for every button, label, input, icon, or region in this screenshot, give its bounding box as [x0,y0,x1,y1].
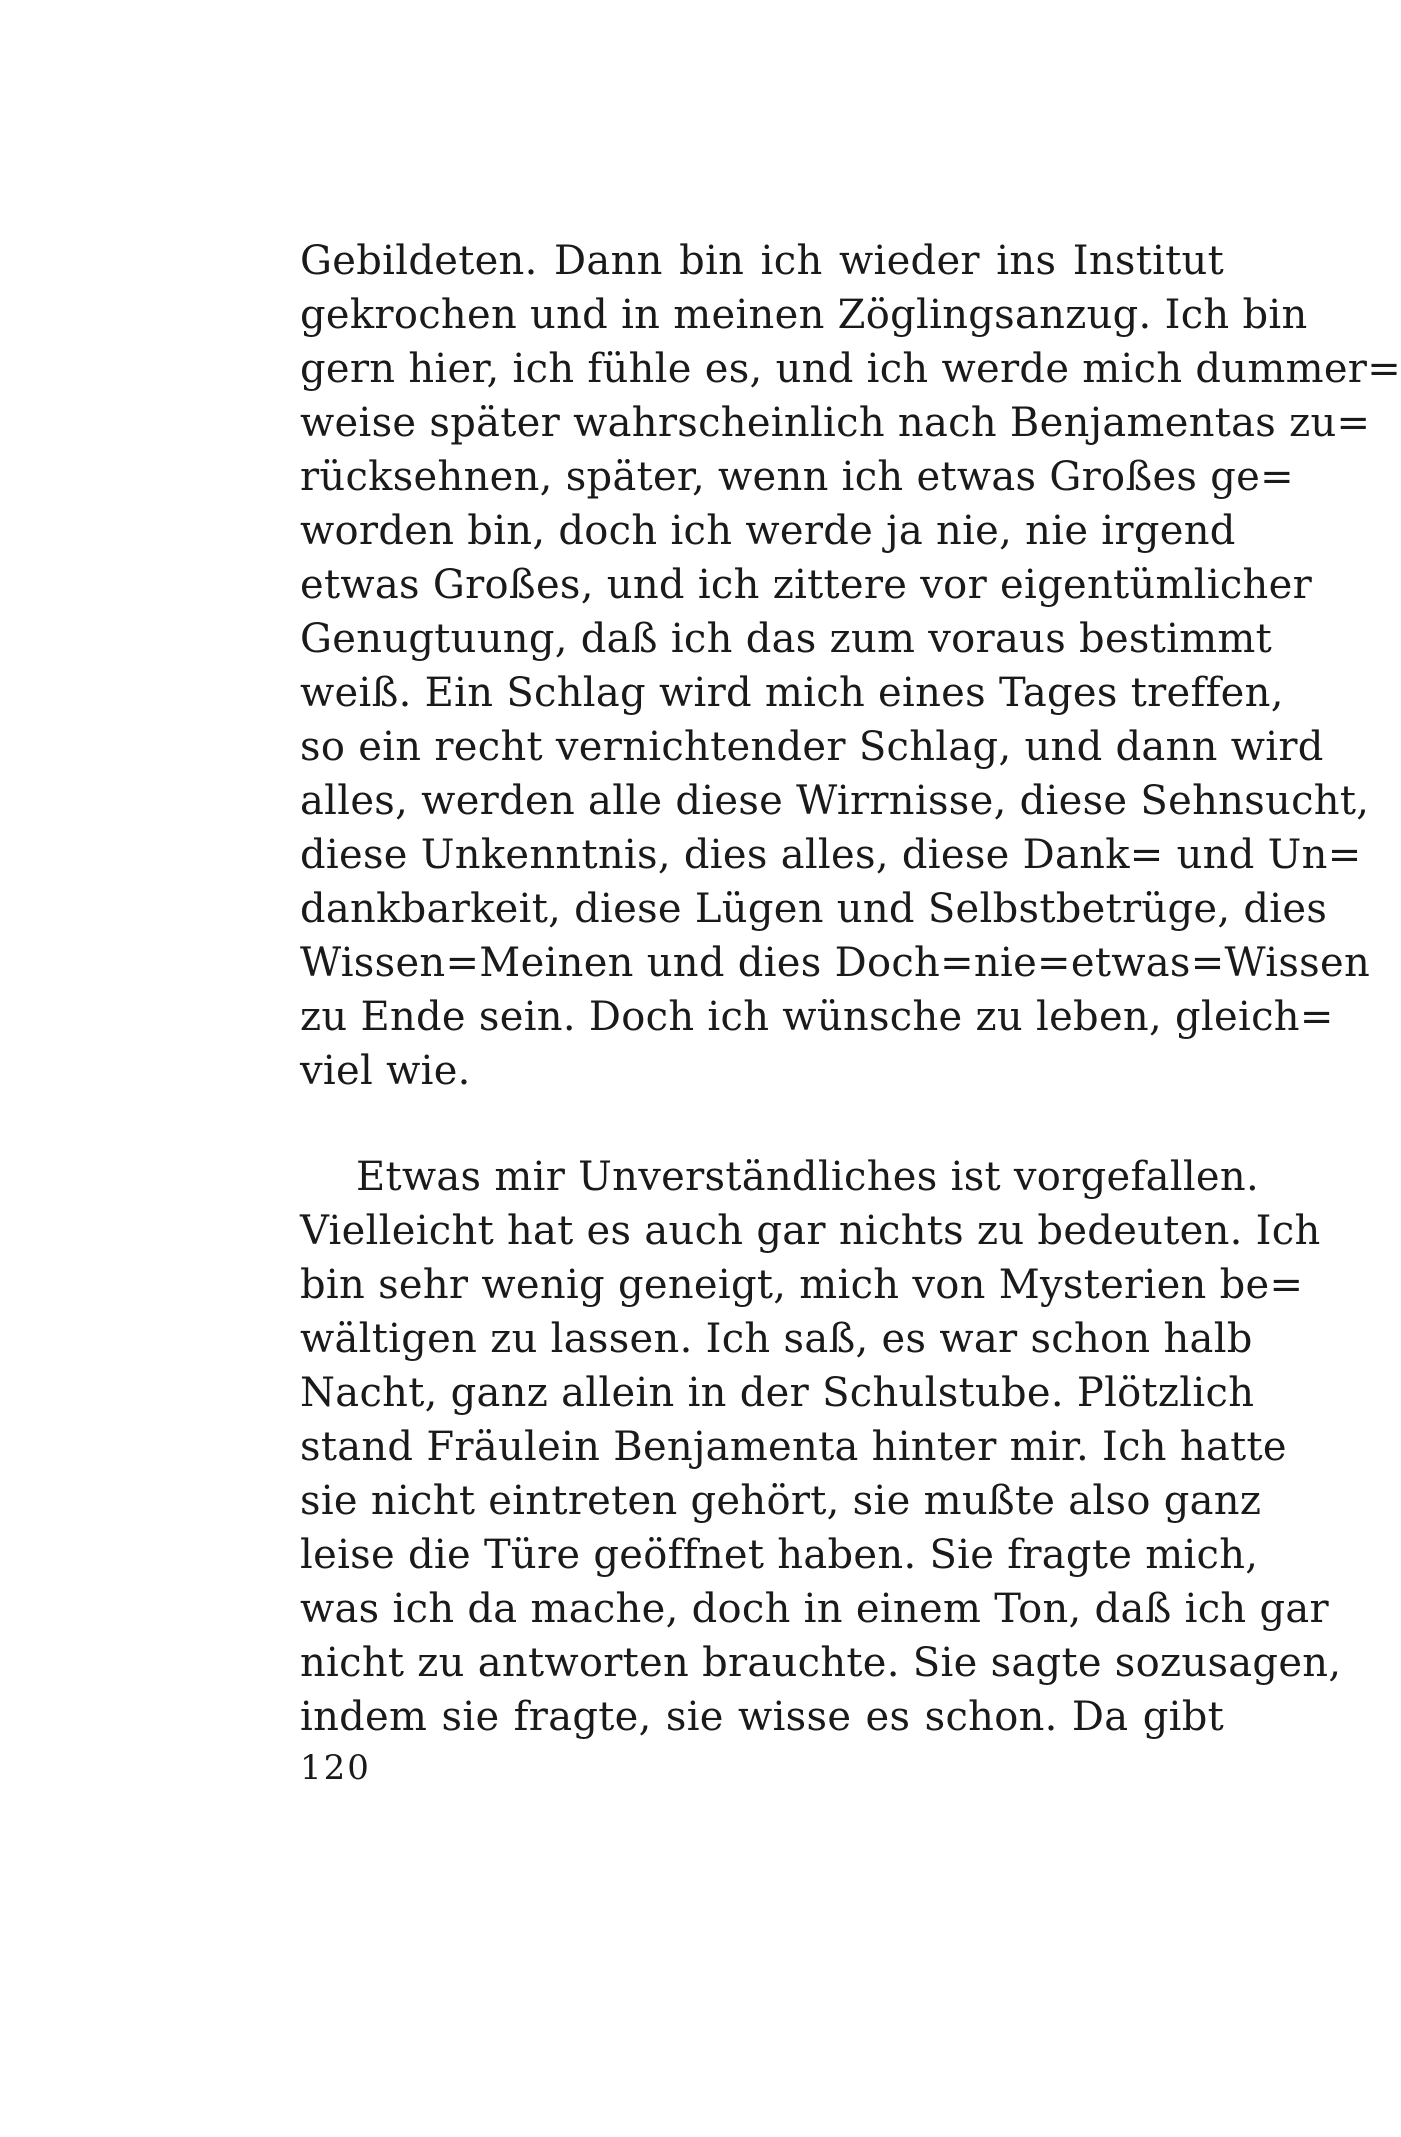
text-line: Etwas mir Unverständliches ist vorgefallen. [356,1154,1259,1200]
paragraph-2 [300,1150,1342,1744]
text-line: etwas Großes, und ich zittere vor eigentümlicher [300,562,1313,608]
text-line: nicht zu antworten brauchte. Sie sagte sozusagen, [300,1640,1342,1686]
text-line: diese Unkenntnis, dies alles, diese Dank= und Un= [300,832,1362,878]
text-line: Gebildeten. Dann bin ich wieder ins Institut [300,238,1224,284]
text-line: Wissen=Meinen und dies Doch=nie=etwas=Wissen [300,940,1371,986]
text-line: sie nicht eintreten gehört, sie mußte also ganz [300,1478,1262,1524]
text-line: rücksehnen, später, wenn ich etwas Großes ge= [300,454,1294,500]
text-line: weise später wahrscheinlich nach Benjamentas zu= [300,400,1371,446]
text-line: gekrochen und in meinen Zöglingsanzug. Ich bin [300,292,1308,338]
page-number: 120 [300,1748,371,1788]
text-line: was ich da mache, doch in einem Ton, daß ich gar [300,1586,1329,1632]
paragraph-1 [300,234,1401,1098]
text-line: zu Ende sein. Doch ich wünsche zu leben, gleich= [300,994,1334,1040]
text-line: worden bin, doch ich werde ja nie, nie irgend [300,508,1236,554]
text-line: Nacht, ganz allein in der Schulstube. Plötzlich [300,1370,1255,1416]
text-line: stand Fräulein Benjamenta hinter mir. Ich hatte [300,1424,1287,1470]
text-line: gern hier, ich fühle es, und ich werde mich dummer= [300,346,1401,392]
text-line: bin sehr wenig geneigt, mich von Mysterien be= [300,1262,1304,1308]
text-line: Vielleicht hat es auch gar nichts zu bedeuten. Ich [300,1208,1321,1254]
text-line: weiß. Ein Schlag wird mich eines Tages treffen, [300,670,1284,716]
text-line: Genugtuung, daß ich das zum voraus bestimmt [300,616,1273,662]
text-line: alles, werden alle diese Wirrnisse, diese Sehnsucht, [300,778,1370,824]
text-line: viel wie. [300,1048,471,1094]
text-line: indem sie fragte, sie wisse es schon. Da gibt [300,1694,1224,1740]
text-line: so ein recht vernichtender Schlag, und dann wird [300,724,1324,770]
text-line: wältigen zu lassen. Ich saß, es war schon halb [300,1316,1253,1362]
text-line: leise die Türe geöffnet haben. Sie fragte mich, [300,1532,1259,1578]
text-line: dankbarkeit, diese Lügen und Selbstbetrüge, dies [300,886,1328,932]
